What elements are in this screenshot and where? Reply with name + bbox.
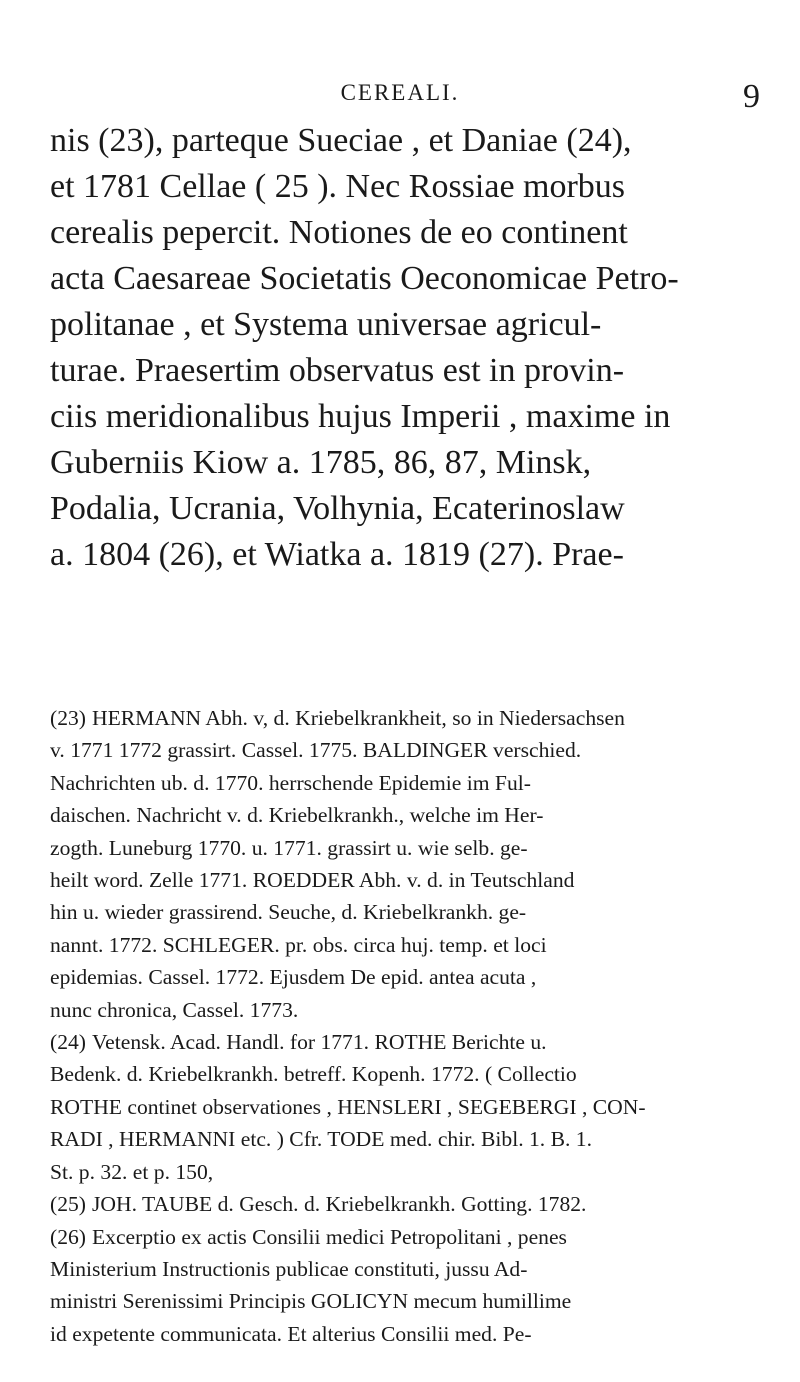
- footnote-line: Bedenk. d. Kriebelkrankh. betreff. Kopenh. 1772. ( Collectio: [50, 1062, 577, 1087]
- footnote-line: daischen. Nachricht v. d. Kriebelkrankh., welche im Her-: [50, 803, 544, 828]
- footnote-line: hin u. wieder grassirend. Seuche, d. Kriebelkrankh. ge-: [50, 900, 527, 925]
- footnote-line: zogth. Luneburg 1770. u. 1771. grassirt u. wie selb. ge-: [50, 835, 528, 860]
- footnote-24: [50, 1026, 756, 1188]
- text-line: politanae , et Systema universae agricul-: [50, 306, 602, 343]
- footnote-line: epidemias. Cassel. 1772. Ejusdem De epid. antea acuta ,: [50, 965, 537, 990]
- running-title: CEREALI.: [340, 80, 460, 105]
- page-header: [40, 80, 760, 120]
- footnote-number: (26): [50, 1224, 86, 1249]
- footnote-23: [50, 702, 756, 1026]
- footnote-line: Excerptio ex actis Consilii medici Petropolitani , penes: [91, 1224, 567, 1249]
- footnote-number: (25): [50, 1192, 86, 1217]
- footnote-line: Nachrichten ub. d. 1770. herrschende Epidemie im Ful-: [50, 770, 531, 795]
- footnote-line: heilt word. Zelle 1771. ROEDDER Abh. v. d. in Teutschland: [50, 868, 575, 893]
- text-line: acta Caesareae Societatis Oeconomicae Petro-: [50, 260, 679, 297]
- footnote-line: id expetente communicata. Et alterius Consilii med. Pe-: [50, 1321, 532, 1346]
- footnotes: [50, 702, 756, 1350]
- footnote-line: ministri Serenissimi Principis GOLICYN mecum humillime: [50, 1289, 572, 1314]
- footnote-line: St. p. 32. et p. 150,: [50, 1159, 214, 1184]
- text-line: nis (23), parteque Sueciae , et Daniae (24),: [50, 122, 632, 159]
- text-line: ciis meridionalibus hujus Imperii , maxime in: [50, 398, 671, 435]
- footnote-line: HERMANN Abh. v, d. Kriebelkrankheit, so in Niedersachsen: [91, 706, 625, 730]
- footnote-line: v. 1771 1772 grassirt. Cassel. 1775. BALDINGER verschied.: [50, 738, 582, 763]
- text-line: a. 1804 (26), et Wiatka a. 1819 (27). Prae-: [50, 536, 624, 573]
- footnote-line: nunc chronica, Cassel. 1773.: [50, 997, 299, 1022]
- footnote-25: [50, 1188, 756, 1220]
- page-number: 9: [743, 78, 760, 115]
- footnote-line: ROTHE continet observationes , HENSLERI , SEGEBERGI , CON-: [50, 1094, 646, 1119]
- footnote-number: (23): [50, 706, 86, 730]
- main-text: [50, 118, 756, 578]
- footnote-line: Vetensk. Acad. Handl. for 1771. ROTHE Berichte u.: [91, 1030, 547, 1055]
- text-line: et 1781 Cellae ( 25 ). Nec Rossiae morbus: [50, 168, 626, 205]
- text-line: Podalia, Ucrania, Volhynia, Ecaterinoslaw: [50, 490, 625, 527]
- text-line: turae. Praesertim observatus est in provin-: [50, 352, 625, 389]
- footnote-number: (24): [50, 1030, 86, 1055]
- footnote-line: JOH. TAUBE d. Gesch. d. Kriebelkrankh. Gotting. 1782.: [91, 1192, 587, 1217]
- footnote-line: nannt. 1772. SCHLEGER. pr. obs. circa huj. temp. et loci: [50, 932, 547, 957]
- text-line: cerealis pepercit. Notiones de eo continent: [50, 214, 628, 251]
- footnote-26: [50, 1221, 756, 1351]
- text-line: Guberniis Kiow a. 1785, 86, 87, Minsk,: [50, 444, 592, 481]
- footnote-line: Ministerium Instructionis publicae constituti, jussu Ad-: [50, 1256, 528, 1281]
- footnote-line: RADI , HERMANNI etc. ) Cfr. TODE med. chir. Bibl. 1. B. 1.: [50, 1127, 593, 1152]
